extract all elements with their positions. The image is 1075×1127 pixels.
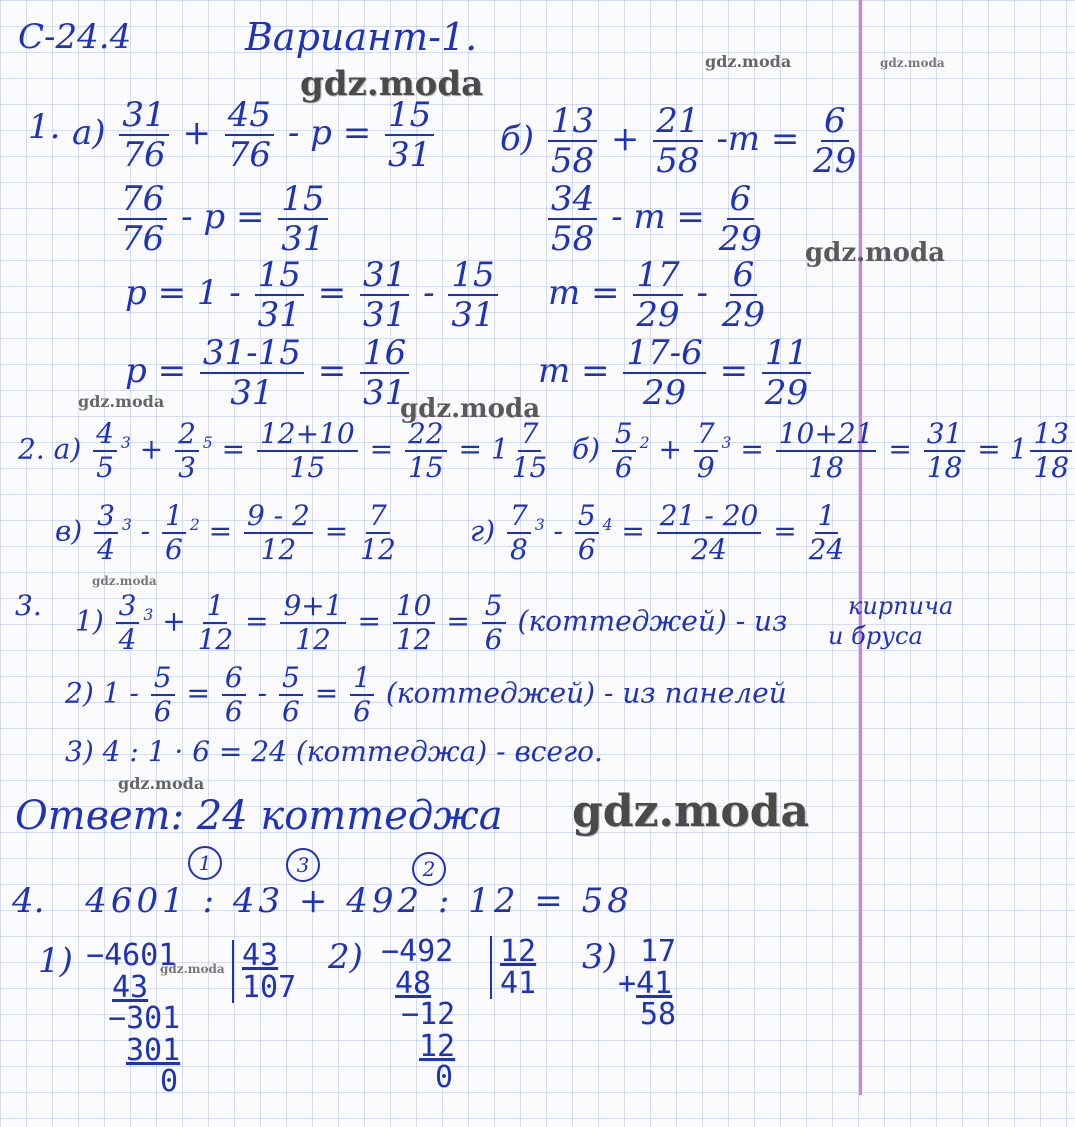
fraction [612, 417, 636, 484]
task1a-line3 [125, 255, 501, 335]
task3-answer: Ответ: 24 коттеджа [15, 793, 503, 839]
op: = [186, 676, 210, 710]
task1a-line1 [72, 95, 437, 175]
num: 7 [694, 420, 718, 452]
den: 31 [363, 295, 407, 335]
op: = [245, 604, 269, 638]
op: = [621, 514, 645, 548]
label: 2) [65, 676, 94, 710]
num: 31 [360, 258, 409, 296]
fraction [507, 499, 531, 566]
step: −301 [108, 1001, 181, 1036]
num: 22 [405, 420, 447, 452]
value: 12 [419, 997, 456, 1032]
num: 13 [548, 104, 597, 142]
num: 15 [385, 98, 434, 136]
fraction [360, 255, 409, 335]
header-code: С-24.4 [18, 17, 132, 57]
den: 12 [395, 623, 432, 656]
op: - [423, 273, 435, 313]
label: 3) [65, 735, 94, 768]
subtrahend: 301 [126, 1032, 181, 1068]
divisor: 12 [500, 934, 537, 969]
op: m = [548, 273, 620, 313]
label: г) [470, 514, 496, 548]
num: 12+10 [257, 420, 358, 452]
op: + [658, 432, 682, 466]
den: 4 [97, 533, 115, 566]
fraction [721, 255, 766, 335]
op: = [208, 514, 233, 548]
multiplier: 3 [121, 516, 132, 535]
note: (коттеджей) - из [517, 604, 788, 638]
den: 29 [813, 141, 857, 181]
op: + [182, 113, 211, 153]
label: б) [572, 432, 601, 466]
label: а) [53, 432, 82, 466]
fraction [94, 499, 118, 566]
remainder: 0 [435, 1060, 454, 1095]
den: 15 [511, 451, 548, 484]
den: 9 [696, 451, 715, 484]
dividend: −4601 [86, 938, 177, 973]
op: = [773, 514, 797, 548]
num: 7 [518, 420, 542, 452]
watermark: gdz.moda [300, 64, 484, 104]
op: = [221, 432, 246, 466]
num: 13 [1030, 420, 1072, 452]
label: а) [72, 113, 106, 153]
op: = 1 [458, 432, 509, 466]
den: 4 [118, 623, 137, 656]
fraction [762, 333, 811, 413]
divisor-box-2 [490, 936, 536, 999]
order-circle: 3 [286, 848, 320, 882]
multiplier: 3 [120, 434, 131, 453]
sum: 58 [640, 997, 677, 1032]
den: 29 [636, 295, 680, 335]
den: 8 [509, 533, 528, 566]
watermark: gdz.moda [118, 774, 205, 793]
op: = [369, 432, 394, 466]
fraction [548, 101, 597, 181]
num: 1 [815, 502, 839, 534]
fraction [200, 333, 304, 413]
label: 1) [75, 604, 104, 638]
fraction [548, 179, 597, 259]
fraction [225, 95, 274, 175]
quotient: 41 [500, 965, 537, 1001]
task1b-line2 [545, 179, 765, 259]
fraction [257, 417, 358, 484]
num: 15 [255, 258, 304, 296]
num: 45 [225, 98, 274, 136]
num: 5 [279, 664, 303, 696]
order-circle: 2 [412, 852, 446, 886]
subtrahend: 48 [395, 965, 432, 1001]
fraction [511, 417, 548, 484]
fraction [93, 417, 117, 484]
fraction [694, 417, 718, 484]
value: 301 [126, 1001, 181, 1036]
op: - [257, 676, 268, 710]
op: - [696, 273, 708, 313]
fraction [718, 179, 762, 259]
addend: 41 [636, 965, 673, 1001]
num: 5 [482, 592, 506, 624]
num: 1 [203, 592, 227, 624]
column-addition [618, 934, 677, 1032]
multiplier: 4 [602, 516, 613, 535]
task3-step1-material-b: и бруса [828, 622, 923, 650]
num: 3 [116, 592, 140, 624]
op: + [162, 604, 186, 638]
num: 5 [612, 420, 636, 452]
dividend: −492 [381, 934, 454, 969]
den: 12 [360, 533, 396, 566]
task-number: 2. [18, 432, 45, 466]
num: 6 [727, 182, 755, 220]
quotient: 107 [242, 969, 297, 1005]
den: 5 [96, 451, 114, 484]
op: 1 - [102, 676, 139, 710]
fraction [222, 661, 246, 728]
watermark: gdz.moda [805, 238, 946, 268]
den: 6 [281, 695, 300, 728]
op: + [610, 119, 640, 159]
margin-line [859, 0, 862, 1095]
fraction [244, 499, 313, 566]
divisor: 43 [242, 938, 279, 973]
fraction [280, 589, 345, 656]
op: - m = [611, 197, 705, 237]
den: 29 [764, 373, 809, 413]
num: 21 - 20 [657, 502, 762, 534]
fraction [278, 179, 327, 259]
op: p = 1 - [125, 273, 241, 313]
task4-order-3 [286, 848, 320, 882]
num: 10+21 [776, 420, 877, 452]
num: 9 - 2 [244, 502, 313, 534]
multiplier: 2 [639, 434, 650, 453]
task3-step1-material-a: кирпича [848, 592, 954, 620]
den: 18 [808, 451, 844, 484]
num: 4 [93, 420, 117, 452]
value: 4601 [104, 938, 177, 973]
multiplier: 5 [202, 434, 213, 453]
den: 18 [1033, 451, 1070, 484]
den: 58 [551, 219, 595, 259]
fraction [1030, 417, 1072, 484]
task-number: 4. [12, 881, 45, 921]
den: 24 [808, 533, 845, 566]
task3-step3 [65, 735, 603, 768]
op: = [446, 604, 470, 638]
den: 12 [197, 623, 234, 656]
den: 58 [656, 141, 700, 181]
order-circle: 1 [188, 846, 222, 880]
den: 12 [295, 623, 331, 656]
fraction [151, 661, 175, 728]
multiplier: 3 [721, 434, 732, 453]
div2-label: 2) [328, 937, 363, 977]
task1-number: 1. [28, 107, 61, 147]
num: 21 [653, 104, 702, 142]
fraction [405, 417, 447, 484]
den: 76 [122, 135, 166, 175]
op: = [317, 351, 347, 391]
task1b-line1 [500, 101, 859, 181]
subtrahend: 12 [419, 1028, 456, 1064]
den: 58 [550, 141, 595, 181]
fraction [657, 499, 762, 566]
fraction [385, 95, 434, 175]
watermark: gdz.moda [78, 392, 165, 411]
step: −12 [401, 997, 456, 1032]
den: 12 [260, 533, 297, 566]
num: 9+1 [280, 592, 345, 624]
op: - p = [181, 197, 265, 237]
den: 15 [289, 451, 326, 484]
op: = 1 [977, 432, 1028, 466]
fraction [813, 101, 857, 181]
den: 31 [257, 295, 301, 335]
den: 29 [721, 295, 766, 335]
den: 6 [614, 451, 633, 484]
task3-number: 3. [15, 589, 42, 622]
den: 76 [121, 219, 165, 259]
den: 31 [388, 135, 432, 175]
num: 1 [350, 664, 374, 696]
task2-line2d [470, 499, 847, 566]
fraction [393, 589, 435, 656]
den: 6 [224, 695, 243, 728]
task3-step2 [65, 661, 787, 728]
op: = [317, 273, 347, 313]
watermark: gdz.moda [880, 56, 945, 70]
watermark: gdz.moda [160, 962, 225, 976]
fraction [175, 417, 199, 484]
remainder: 0 [160, 1064, 179, 1099]
label: б) [500, 119, 535, 159]
divisor-box-1 [232, 940, 296, 1003]
task1a-line2 [115, 179, 331, 259]
op: = [719, 351, 749, 391]
long-division-1 [86, 938, 181, 1099]
header-variant: Вариант-1. [245, 15, 478, 59]
fraction [255, 255, 304, 335]
op: m = [538, 351, 610, 391]
task2-line1b [572, 417, 1075, 484]
den: 76 [227, 135, 272, 175]
num: 17 [633, 258, 682, 296]
task2-line1 [18, 417, 550, 484]
multiplier: 3 [534, 516, 545, 535]
den: 31 [230, 373, 274, 413]
calculation: 4 : 1 · 6 = 24 (коттеджа) - всего. [102, 735, 603, 768]
num: 6 [730, 258, 758, 296]
task1b-line3 [548, 255, 768, 335]
den: 18 [926, 451, 963, 484]
num: 76 [118, 182, 167, 220]
num: 6 [821, 104, 849, 142]
num: 6 [222, 664, 246, 696]
op: + [139, 432, 164, 466]
note: (коттеджей) - из панелей [385, 676, 787, 710]
num: 5 [575, 502, 599, 534]
den: 31 [363, 373, 407, 413]
long-division-2 [381, 934, 456, 1095]
den: 31 [281, 219, 325, 259]
num: 31 [924, 420, 966, 452]
num: 16 [360, 336, 409, 374]
add3-label: 3) [582, 937, 617, 977]
expression: 4601 : 43 + 492 : 12 = 58 [85, 881, 633, 921]
num: 31-15 [200, 336, 304, 374]
fraction [360, 333, 409, 413]
task1a-line4 [125, 333, 412, 413]
num: 3 [94, 502, 118, 534]
den: 24 [691, 533, 727, 566]
den: 6 [353, 695, 371, 728]
fraction [197, 589, 234, 656]
den: 3 [178, 451, 196, 484]
subtrahend: 43 [112, 969, 149, 1005]
task2-line2 [55, 499, 399, 566]
num: 7 [507, 502, 531, 534]
fraction [776, 417, 877, 484]
addend-row: +41 [618, 965, 673, 1001]
watermark: gdz.moda [572, 786, 810, 837]
fraction [808, 499, 845, 566]
den: 6 [165, 533, 183, 566]
den: 6 [577, 533, 596, 566]
num: 2 [175, 420, 199, 452]
task1b-line4 [538, 333, 814, 413]
fraction [118, 179, 167, 259]
fraction [350, 661, 374, 728]
op: = [357, 604, 381, 638]
op: - [140, 514, 151, 548]
num: 1 [162, 502, 186, 534]
fraction [482, 589, 506, 656]
task4-line [12, 881, 633, 921]
fraction [162, 499, 186, 566]
den: 6 [484, 623, 503, 656]
fraction [360, 499, 396, 566]
den: 29 [718, 219, 762, 259]
op: = [888, 432, 912, 466]
div1-label: 1) [38, 941, 73, 981]
task4-order-1 [188, 846, 222, 880]
multiplier: 3 [143, 606, 154, 625]
den: 31 [451, 295, 495, 335]
fraction [623, 333, 705, 413]
num: 34 [548, 182, 597, 220]
num: 17-6 [623, 336, 705, 374]
den: 15 [407, 451, 444, 484]
fraction [448, 255, 497, 335]
task3-step1 [75, 589, 788, 656]
op: = [324, 514, 349, 548]
num: 10 [393, 592, 435, 624]
watermark: gdz.moda [92, 574, 157, 588]
op: = [314, 676, 339, 710]
fraction [575, 499, 599, 566]
num: 5 [151, 664, 175, 696]
fraction [279, 661, 303, 728]
op: = [740, 432, 764, 466]
fraction [633, 255, 682, 335]
den: 6 [153, 695, 172, 728]
watermark: gdz.moda [400, 394, 541, 424]
op: - p = [287, 113, 372, 153]
num: 15 [278, 182, 327, 220]
fraction [653, 101, 702, 181]
watermark: gdz.moda [705, 52, 792, 71]
addend: 17 [640, 934, 677, 969]
op: p = [125, 351, 187, 391]
num: 7 [366, 502, 390, 534]
value: 492 [399, 934, 454, 969]
fraction [116, 589, 140, 656]
op: - [553, 514, 563, 548]
den: 29 [642, 373, 687, 413]
num: 11 [762, 336, 811, 374]
fraction [119, 95, 168, 175]
op: -m = [716, 119, 800, 159]
multiplier: 2 [189, 516, 200, 535]
num: 31 [119, 98, 168, 136]
num: 15 [448, 258, 497, 296]
fraction [924, 417, 966, 484]
label: в) [55, 514, 83, 548]
